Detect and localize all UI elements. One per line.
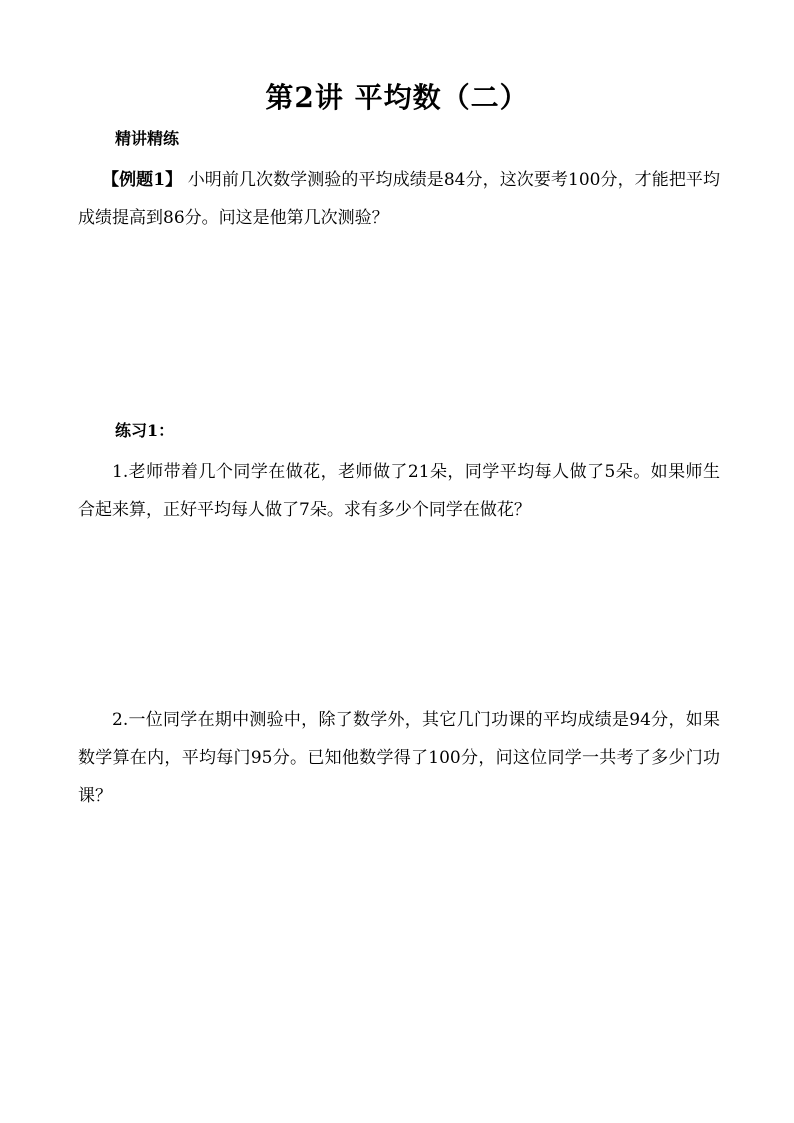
section-heading: 精讲精练: [115, 129, 180, 148]
exercise-problem-2: 2.一位同学在期中测验中，除了数学外，其它几门功课的平均成绩是94分，如果数学算在内，平均每门95分。已知他数学得了100分，问这位同学一共考了多少门功课？: [78, 710, 720, 806]
example-label: 【例题1】: [102, 170, 183, 190]
exercise-problem-1: 1.老师带着几个同学在做花，老师做了21朵，同学平均每人做了5朵。如果师生合起来算，正好平均每人做了7朵。求有多少个同学在做花？: [78, 462, 720, 520]
example-problem-1: [78, 161, 720, 237]
page-title: 第2讲 平均数（二）: [265, 81, 529, 114]
example-text: 小明前几次数学测验的平均成绩是84分，这次要考100分，才能把平均成绩提高到86分。问这是他第几次测验？: [78, 170, 720, 228]
practice-heading: 练习1：: [115, 421, 175, 440]
